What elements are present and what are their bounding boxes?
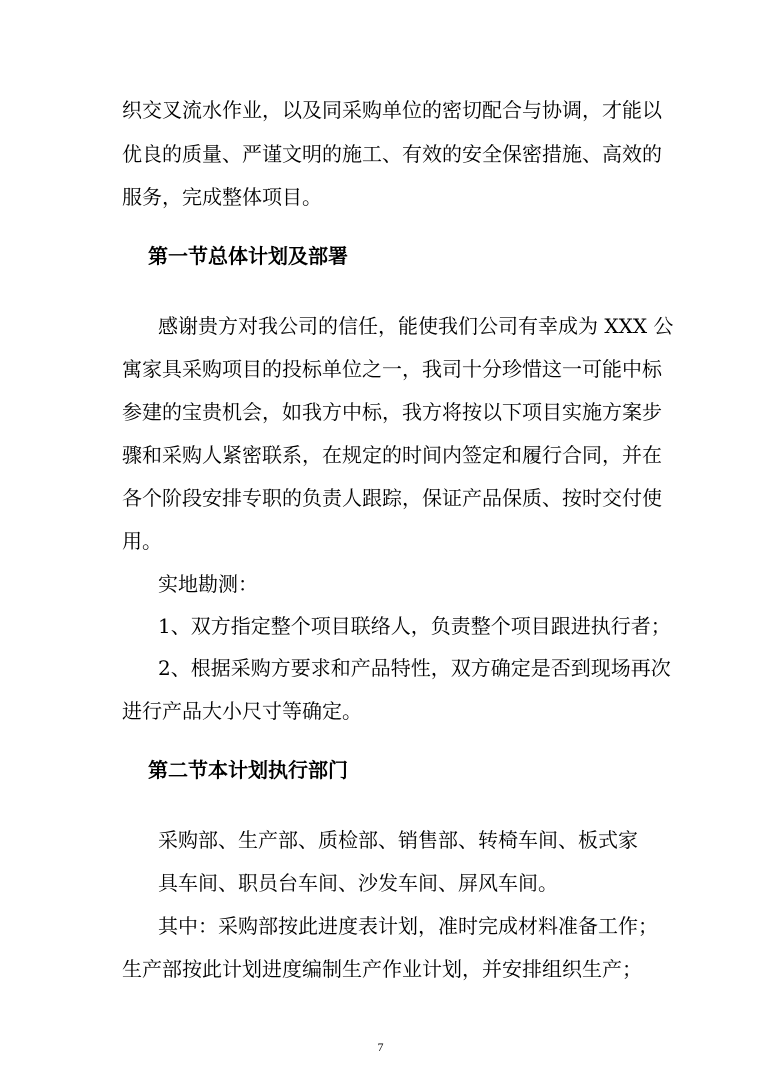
note-line-1: 其中：采购部按此进度表计划，准时完成材料准备工作； bbox=[158, 914, 658, 938]
survey-item-2-line-2: 进行产品大小尺寸等确定。 bbox=[122, 699, 362, 723]
section1-para-line-2: 寓家具采购项目的投标单位之一，我司十分珍惜这一可能中标 bbox=[122, 357, 662, 381]
intro-line-1: 织交叉流水作业，以及同采购单位的密切配合与协调，才能以 bbox=[122, 98, 662, 122]
section2-heading: 第二节本计划执行部门 bbox=[148, 758, 348, 782]
dept-line-1: 采购部、生产部、质检部、销售部、转椅车间、板式家 bbox=[158, 828, 638, 852]
page-number: 7 bbox=[377, 1040, 384, 1054]
section1-para-line-4: 骤和采购人紧密联系，在规定的时间内签定和履行合同，并在 bbox=[122, 443, 662, 467]
section1-para-line-3: 参建的宝贵机会，如我方中标，我方将按以下项目实施方案步 bbox=[122, 400, 662, 424]
survey-label: 实地勘测： bbox=[158, 572, 258, 596]
section1-para-line-1: 感谢贵方对我公司的信任，能使我们公司有幸成为 XXX 公 bbox=[158, 314, 674, 338]
survey-item-2-line-1: 2、根据采购方要求和产品特性，双方确定是否到现场再次 bbox=[158, 656, 671, 680]
survey-item-1: 1、双方指定整个项目联络人，负责整个项目跟进执行者； bbox=[158, 614, 671, 638]
section1-para-line-5: 各个阶段安排专职的负责人跟踪，保证产品保质、按时交付使 bbox=[122, 486, 662, 510]
dept-line-2: 具车间、职员台车间、沙发车间、屏风车间。 bbox=[158, 871, 558, 895]
section1-heading: 第一节总体计划及部署 bbox=[148, 244, 348, 268]
note-line-2: 生产部按此计划进度编制生产作业计划，并安排组织生产； bbox=[122, 957, 642, 981]
intro-line-3: 服务，完成整体项目。 bbox=[122, 185, 322, 209]
section1-para-line-6: 用。 bbox=[122, 529, 162, 553]
intro-line-2: 优良的质量、严谨文明的施工、有效的安全保密措施、高效的 bbox=[122, 142, 662, 166]
